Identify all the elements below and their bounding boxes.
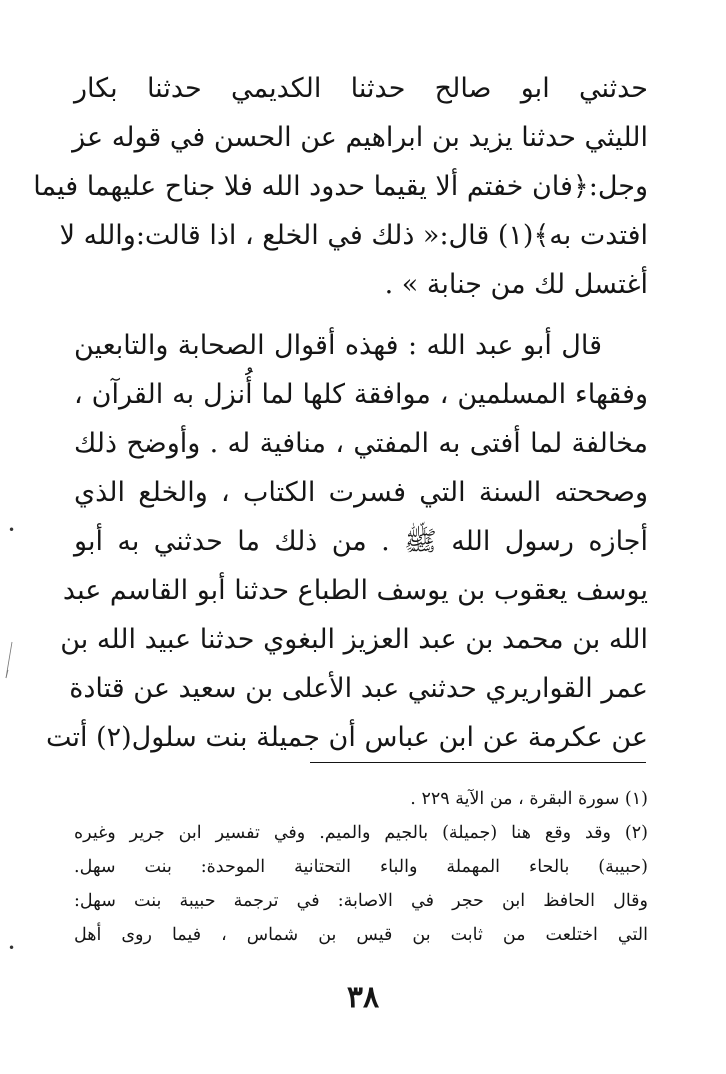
footnote-divider [310,762,646,763]
margin-scratch-icon [2,640,16,680]
paragraph [45,321,648,762]
margin-dot-icon: • [8,941,16,955]
text-line: الله بن محمد بن عبد العزيز البغوي حدثنا عبيد الله بن [60,624,648,655]
text-line: عمر القواريري حدثني عبد الأعلى بن سعيد عن قتادة [69,673,648,704]
footnote-line: (حبيبة) بالحاء المهملة والباء التحتانية الموحدة: بنت سهل. [74,857,648,877]
footnote-line: (١) سورة البقرة ، من الآية ٢٢٩ . [410,789,648,809]
margin-dot-icon: • [8,523,16,537]
text-line: مخالفة لما أفتى به المفتي ، منافية له . وأوضح ذلك [74,428,648,459]
text-line: حدثني ابو صالح حدثنا الكديمي حدثنا بكار [74,73,648,104]
text-line: الليثي حدثنا يزيد بن ابراهيم عن الحسن في قوله عز [72,122,648,153]
text-line: أجازه رسول الله ﷺ . من ذلك ما حدثني به أبو [74,526,648,557]
text-line: يوسف يعقوب بن يوسف الطباع حدثنا أبو القاسم عبد [62,575,648,606]
text-line: وفقهاء المسلمين ، موافقة كلها لما أُنزل به القرآن ، [74,379,648,410]
text-line: افتدت به﴾(١) قال:« ذلك في الخلع ، اذا قالت:والله لا [59,220,648,251]
text-line: وجل:﴿فان خفتم ألا يقيما حدود الله فلا جناح عليهما فيما [33,171,648,202]
footnote-line: التي اختلعت من ثابت بن قيس بن شماس ، فيما روى أهل [74,925,648,945]
text-line: قال أبو عبد الله : فهذه أقوال الصحابة والتابعين [74,330,602,361]
footnote-line: (٢) وقد وقع هنا (جميلة) بالجيم والميم. وفي تفسير ابن جرير وغيره [74,823,648,843]
page-number: ٣٨ [346,980,380,1015]
text-line: عن عكرمة عن ابن عباس أن جميلة بنت سلول(٢) أتت [45,722,648,753]
footnote-line: وقال الحافظ ابن حجر في الاصابة: في ترجمة حبيبة بنت سهل: [74,891,648,911]
text-line: أغتسل لك من جنابة » . [384,269,648,300]
main-text [33,64,648,762]
text-line: وصححته السنة التي فسرت الكتاب ، والخلع الذي [74,477,648,508]
footnotes [74,782,648,952]
